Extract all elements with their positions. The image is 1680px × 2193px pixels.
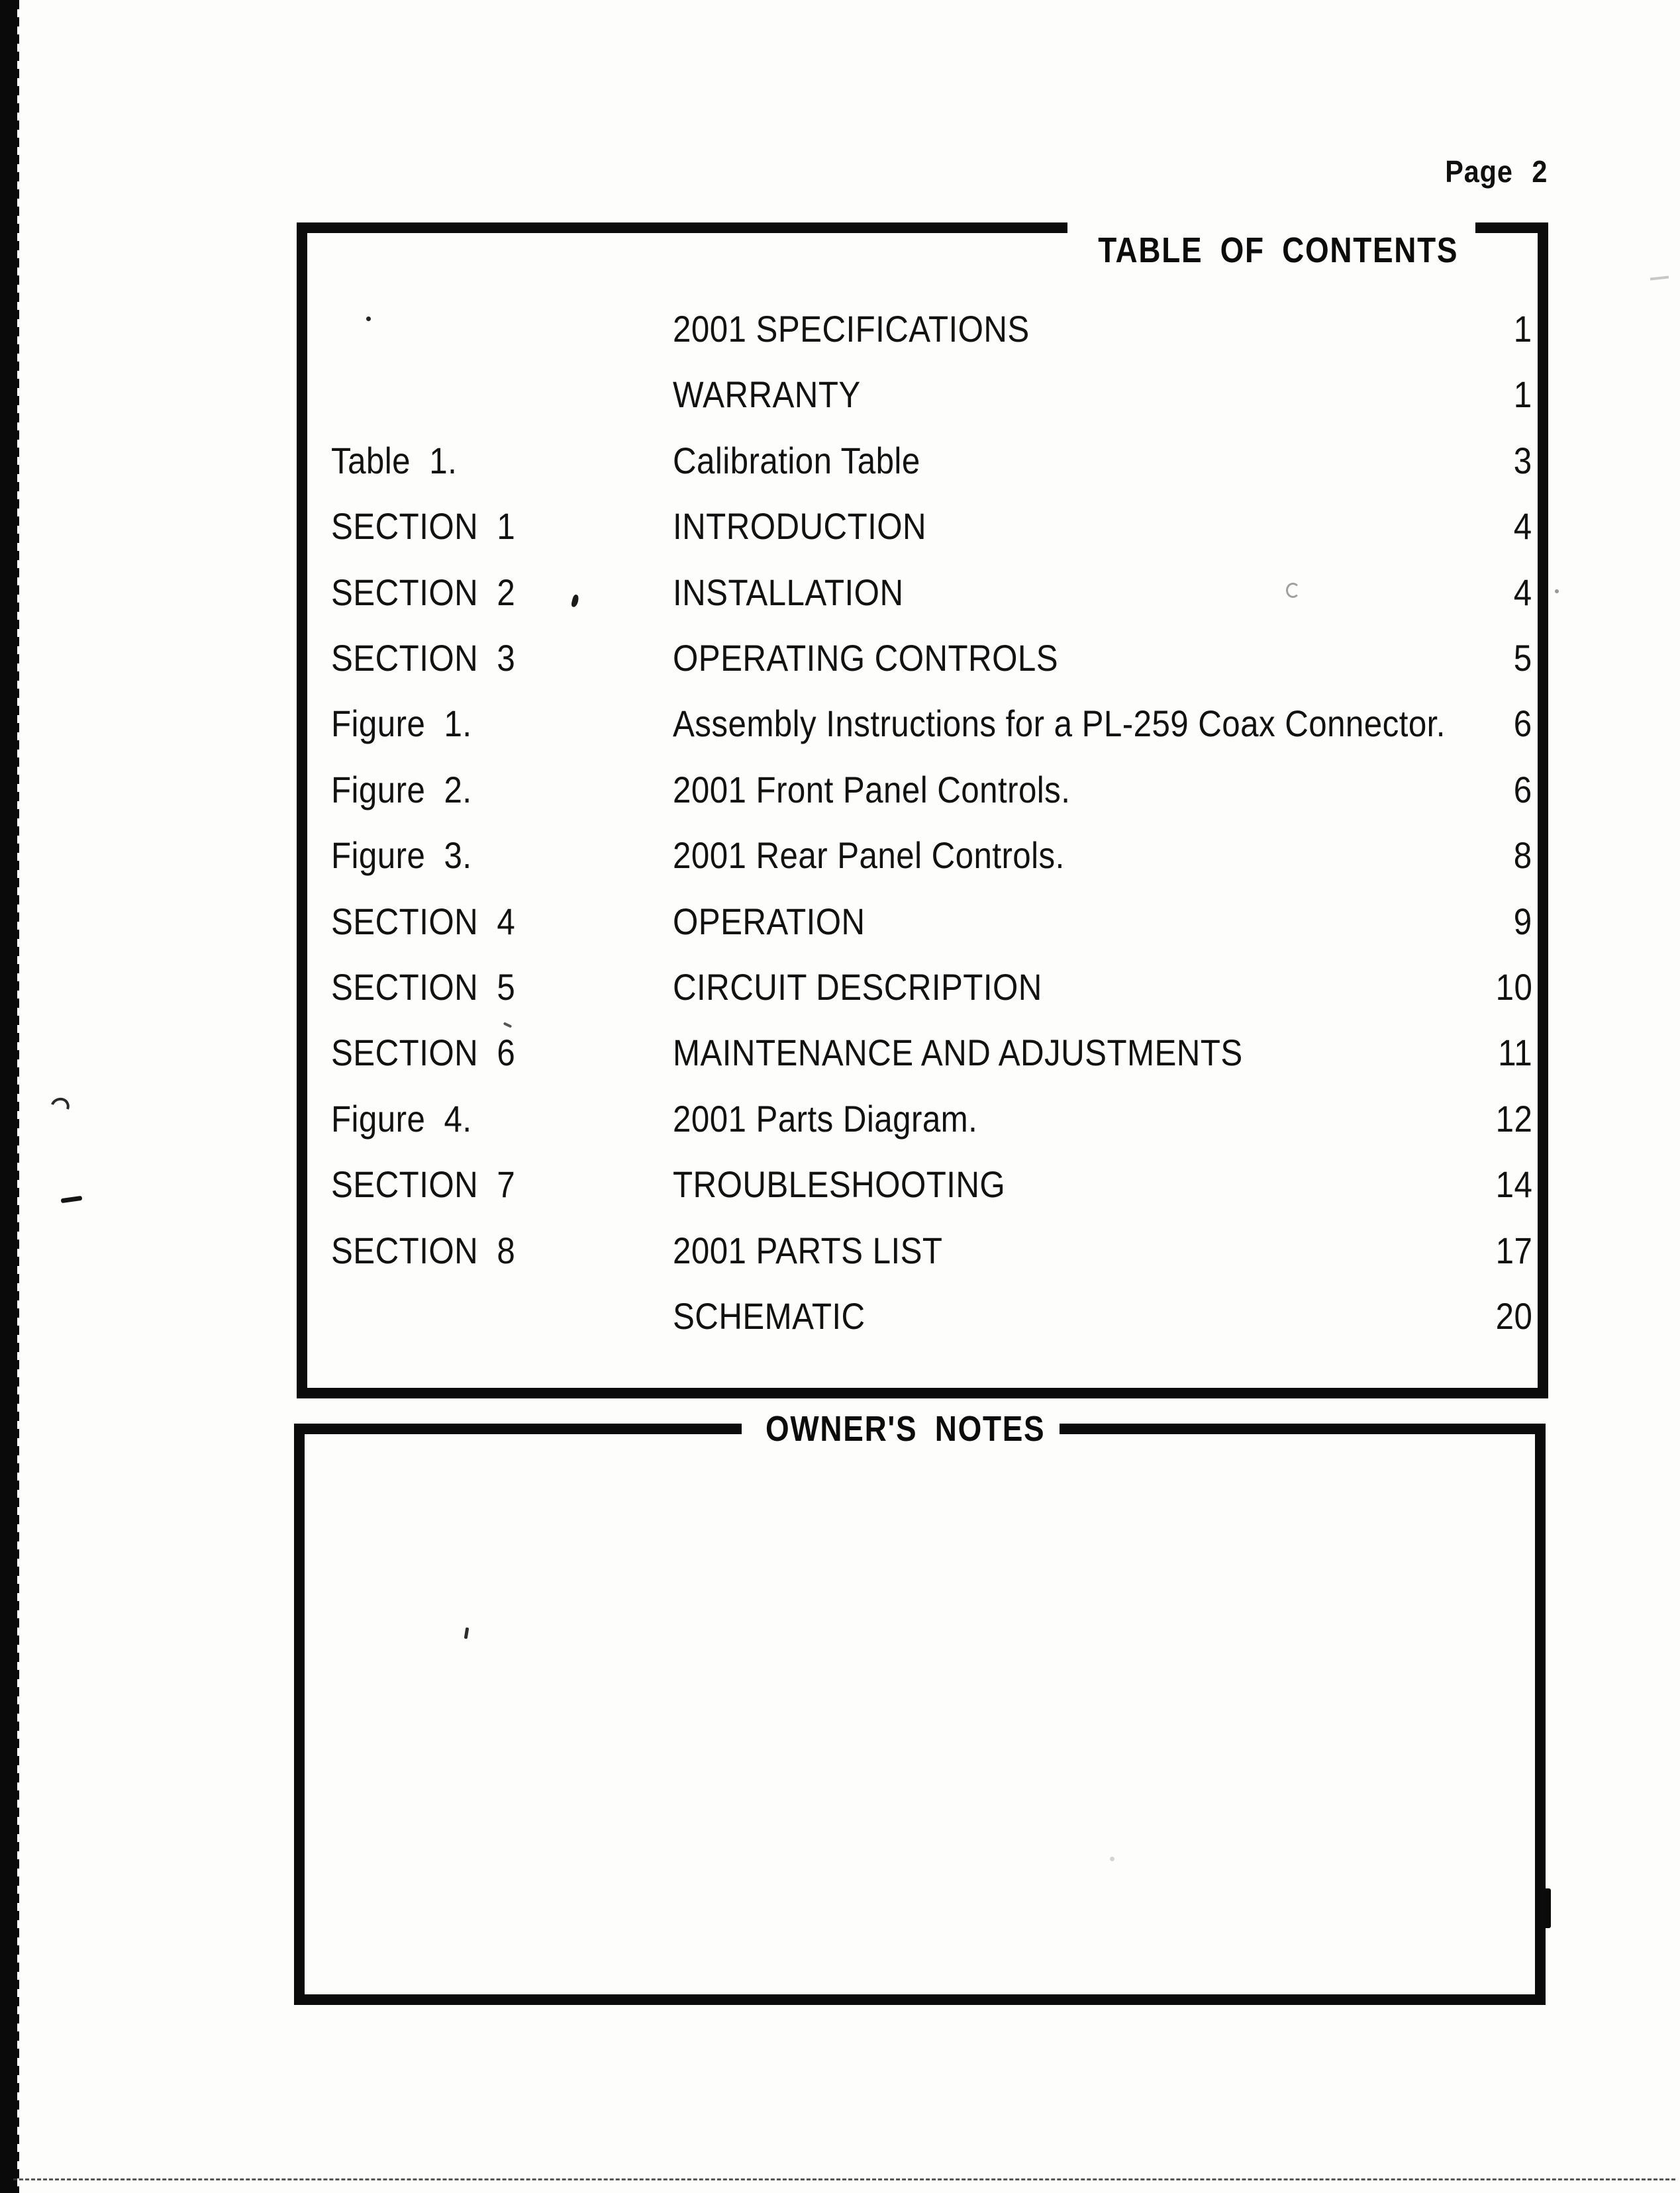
toc-entry-page: 4 <box>1514 571 1532 613</box>
toc-row <box>307 1099 1538 1139</box>
toc-entry-title: WARRANTY <box>673 373 861 415</box>
toc-entry-title: OPERATING CONTROLS <box>673 637 1059 679</box>
toc-row <box>307 441 1538 481</box>
toc-entry-page: 4 <box>1514 505 1532 547</box>
toc-entry-label: Figure 4. <box>331 1098 472 1140</box>
toc-entry-page: 5 <box>1514 637 1532 679</box>
toc-entry-title: CIRCUIT DESCRIPTION <box>673 966 1042 1008</box>
toc-entry-label: SECTION 4 <box>331 901 516 942</box>
toc-row <box>307 1165 1538 1204</box>
toc-entry-page: 12 <box>1495 1098 1532 1140</box>
toc-entry-label: Figure 3. <box>331 834 472 876</box>
ink-speck <box>1555 589 1559 593</box>
toc-row <box>307 309 1538 349</box>
ink-speck <box>61 1196 83 1203</box>
toc-entry-title: 2001 Rear Panel Controls. <box>673 834 1065 876</box>
toc-entry-label: SECTION 7 <box>331 1163 516 1205</box>
toc-entry-page: 11 <box>1497 1032 1532 1073</box>
toc-entry-title: OPERATION <box>673 901 865 942</box>
toc-entry-label: SECTION 3 <box>331 637 516 679</box>
toc-entry-title: Assembly Instructions for a PL-259 Coax Connector. <box>673 703 1446 744</box>
notes-title: OWNER'S NOTES <box>766 1409 1046 1449</box>
toc-box <box>297 222 1548 1398</box>
toc-entry-title: INTRODUCTION <box>673 505 927 547</box>
toc-entry-page: 1 <box>1514 308 1532 350</box>
toc-entry-page: 10 <box>1495 966 1532 1008</box>
toc-entry-title: Calibration Table <box>673 440 920 481</box>
toc-title: TABLE OF CONTENTS <box>1098 230 1459 270</box>
toc-entry-label: SECTION 8 <box>331 1230 516 1271</box>
toc-entry-title: SCHEMATIC <box>673 1295 865 1337</box>
toc-entry-label: SECTION 1 <box>331 505 516 547</box>
toc-entry-title: MAINTENANCE AND ADJUSTMENTS <box>673 1032 1243 1073</box>
owners-notes-box <box>294 1424 1546 2005</box>
toc-entry-page: 1 <box>1514 373 1532 415</box>
toc-entry-page: 8 <box>1514 834 1532 876</box>
toc-row <box>307 836 1538 875</box>
page-number-label: Page 2 <box>1444 154 1548 189</box>
scan-bottom-edge-line <box>13 2178 1675 2180</box>
toc-entry-page: 6 <box>1514 769 1532 810</box>
toc-row <box>307 1033 1538 1073</box>
toc-entry-title: 2001 SPECIFICATIONS <box>673 308 1030 350</box>
toc-row <box>307 507 1538 546</box>
toc-row <box>307 704 1538 744</box>
toc-entry-title: 2001 PARTS LIST <box>673 1230 943 1271</box>
toc-row <box>307 1296 1538 1336</box>
toc-entry-title: TROUBLESHOOTING <box>673 1163 1006 1205</box>
toc-row <box>307 573 1538 612</box>
toc-entry-label: Table 1. <box>331 440 458 481</box>
toc-row <box>307 902 1538 942</box>
toc-entry-page: 9 <box>1514 901 1532 942</box>
toc-entry-label: SECTION 6 <box>331 1032 516 1073</box>
toc-row <box>307 375 1538 414</box>
toc-entry-page: 17 <box>1495 1230 1532 1271</box>
toc-entry-title: 2001 Front Panel Controls. <box>673 769 1071 810</box>
toc-entry-page: 20 <box>1495 1295 1532 1337</box>
toc-entry-title: INSTALLATION <box>673 571 904 613</box>
toc-entry-label: Figure 2. <box>331 769 472 810</box>
ink-speck <box>48 1095 73 1119</box>
toc-entry-label: SECTION 5 <box>331 966 516 1008</box>
ink-speck <box>1650 276 1669 281</box>
toc-entry-page: 6 <box>1514 703 1532 744</box>
toc-row <box>307 770 1538 810</box>
toc-entry-title: 2001 Parts Diagram. <box>673 1098 978 1140</box>
toc-entry-page: 3 <box>1514 440 1532 481</box>
scan-edge-strip <box>0 0 17 2193</box>
toc-entry-page: 14 <box>1495 1163 1532 1205</box>
toc-row <box>307 967 1538 1007</box>
toc-row <box>307 638 1538 678</box>
toc-entry-label: Figure 1. <box>331 703 472 744</box>
toc-entry-label: SECTION 2 <box>331 571 516 613</box>
toc-row <box>307 1231 1538 1271</box>
